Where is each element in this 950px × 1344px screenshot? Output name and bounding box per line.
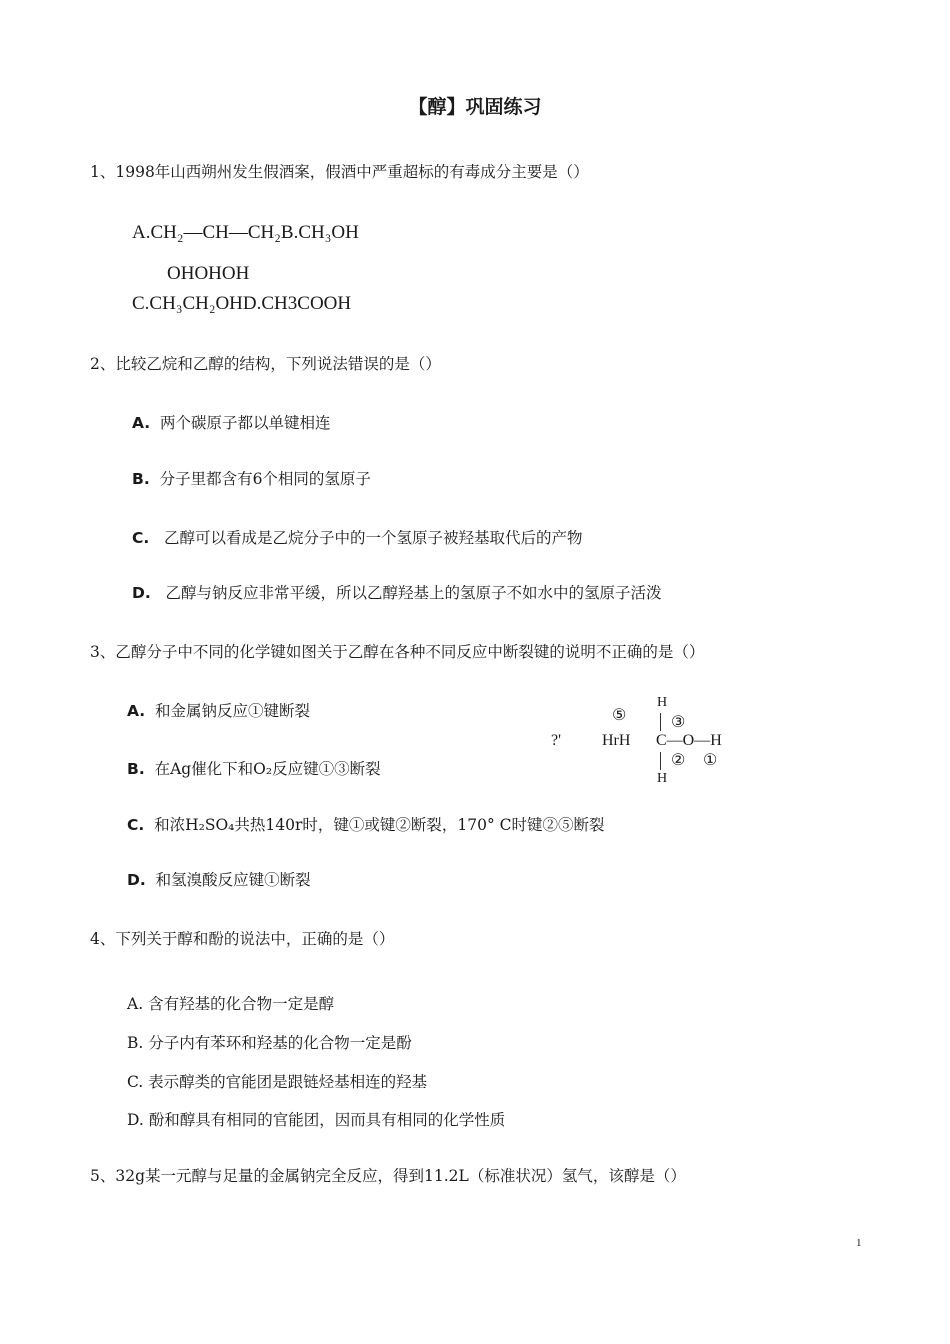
question-1-formula-line-1: A.CH₂—CH—CH₂B.CH₃OH (132, 222, 359, 243)
page-title: 【醇】巩固练习 (408, 96, 542, 118)
bond-label-3: ③ (671, 714, 686, 731)
question-5-stem: 5、32g某一元醇与足量的金属钠完全反应，得到11.2L（标准状况）氢气，该醇是（） (90, 1167, 686, 1185)
page-number: 1 (856, 1237, 862, 1249)
question-3-stem: 3、乙醇分子中不同的化学键如图关于乙醇在各种不同反应中断裂键的说明不正确的是（） (90, 643, 705, 661)
bond-label-1: ① (703, 752, 718, 769)
question-1-formula-line-2: OHOHOH (167, 263, 250, 284)
question-3-option-c: C. 和浓H₂SO₄共热140r时，键①或键②断裂，170° C时键②⑤断裂 (127, 816, 605, 834)
atom-h-bottom: H (657, 771, 668, 786)
diagram-mark: ?' (551, 732, 561, 749)
bond-label-5: ⑤ (612, 707, 627, 724)
question-3-option-a: A. 和金属钠反应①键断裂 (127, 702, 311, 720)
question-2-option-c: C. 乙醇可以看成是乙烷分子中的一个氢原子被羟基取代后的产物 (132, 529, 583, 547)
question-3-option-d: D. 和氢溴酸反应键①断裂 (127, 871, 311, 889)
question-2-option-d: D. 乙醇与钠反应非常平缓，所以乙醇羟基上的氢原子不如水中的氢原子活泼 (132, 584, 662, 602)
question-1-formula-line-3: C.CH₃CH₂OHD.CH3COOH (132, 293, 352, 314)
question-4-option-d: D. 酚和醇具有相同的官能团，因而具有相同的化学性质 (127, 1111, 506, 1129)
atom-h-top: H (657, 695, 668, 710)
diagram-hrh-label: HrH (602, 732, 631, 749)
question-4-option-b: B. 分子内有苯环和羟基的化合物一定是酚 (127, 1034, 412, 1052)
bond-line-bottom (660, 752, 661, 770)
question-3-option-b: B. 在Ag催化下和O₂反应键①③断裂 (127, 760, 381, 778)
question-4-stem: 4、下列关于醇和酚的说法中，正确的是（） (90, 930, 395, 948)
question-4-option-c: C. 表示醇类的官能团是跟链烃基相连的羟基 (127, 1073, 428, 1091)
question-2-stem: 2、比较乙烷和乙醇的结构，下列说法错误的是（） (90, 355, 441, 373)
question-2-option-a: A. 两个碳原子都以单键相连 (132, 414, 331, 432)
bond-label-2: ② (671, 752, 686, 769)
question-2-option-b: B. 分子里都含有6个相同的氢原子 (132, 470, 371, 488)
question-4-option-a: A. 含有羟基的化合物一定是醇 (127, 995, 335, 1013)
bond-line-top (660, 713, 661, 731)
question-1-stem: 1、1998年山西朔州发生假酒案，假酒中严重超标的有毒成分主要是（） (90, 163, 589, 181)
atom-chain: C—O—H (656, 732, 722, 749)
